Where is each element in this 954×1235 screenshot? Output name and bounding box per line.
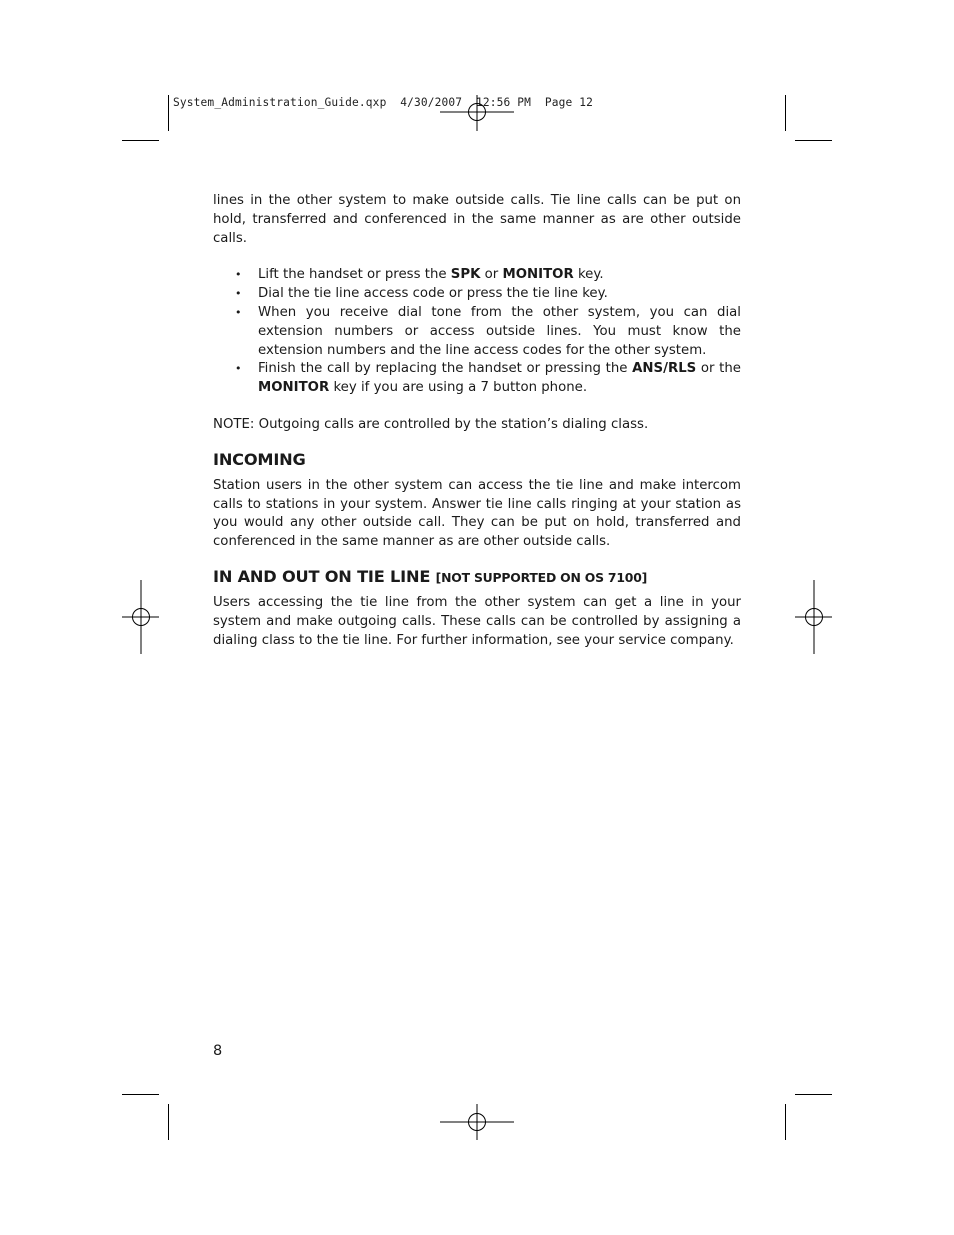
list-item: • Finish the call by replacing the handset or pressing the ANS/RLS or the MONITOR key if you are using a 7 button phone. — [235, 361, 741, 396]
list-item: • When you receive dial tone from the other system, you can dial extension numbers or access outside lines. You must know the extension numbers and the line access codes for the other system. — [235, 304, 741, 358]
key-name: MONITOR — [258, 380, 330, 396]
incoming-paragraph: Station users in the other system can access the tie line and make intercom calls to stations in your system. Answer tie line calls ringing at your station as you would any other outside call. They can be put on hold, transferred and conferenced in the same manner as are other outside calls. — [213, 477, 741, 550]
key-name: MONITOR — [502, 267, 574, 283]
bullet-icon: • — [235, 305, 242, 319]
print-slug-line: System_Administration_Guide.qxp 4/30/2007 12:56 PM Page 12 — [173, 96, 594, 109]
registration-mark-right — [795, 580, 832, 654]
section-heading-in-and-out — [213, 566, 741, 589]
in-and-out-paragraph: Users accessing the tie line from the other system can get a line in your system and make outgoing calls. These calls can be controlled by assigning a dialing class to the tie line. For further information, see your service company. — [213, 594, 741, 648]
section-heading-incoming: INCOMING — [213, 449, 306, 469]
key-name: SPK — [450, 267, 481, 283]
page-content — [213, 192, 741, 650]
registration-mark-top — [440, 95, 514, 131]
bullet-icon: • — [235, 287, 242, 301]
registration-mark-left — [122, 580, 159, 654]
key-name: ANS/RLS — [632, 361, 697, 377]
heading-note: [NOT SUPPORTED ON OS 7100] — [435, 569, 648, 585]
registration-mark-bottom — [440, 1104, 514, 1140]
bullet-icon: • — [235, 268, 242, 282]
list-item: • Dial the tie line access code or press the tie line key. — [213, 285, 741, 304]
bullet-icon: • — [235, 362, 242, 376]
procedure-list — [213, 266, 741, 398]
list-item: • Lift the handset or press the SPK or MONITOR key. — [213, 266, 741, 285]
page-number: 8 — [213, 1043, 223, 1059]
outgoing-note: NOTE: Outgoing calls are controlled by the station’s dialing class. — [213, 416, 649, 432]
intro-paragraph: lines in the other system to make outside calls. Tie line calls can be put on hold, transferred and conferenced in the same manner as are other outside calls. — [213, 193, 741, 246]
heading-title: IN AND OUT ON TIE LINE — [213, 566, 431, 586]
